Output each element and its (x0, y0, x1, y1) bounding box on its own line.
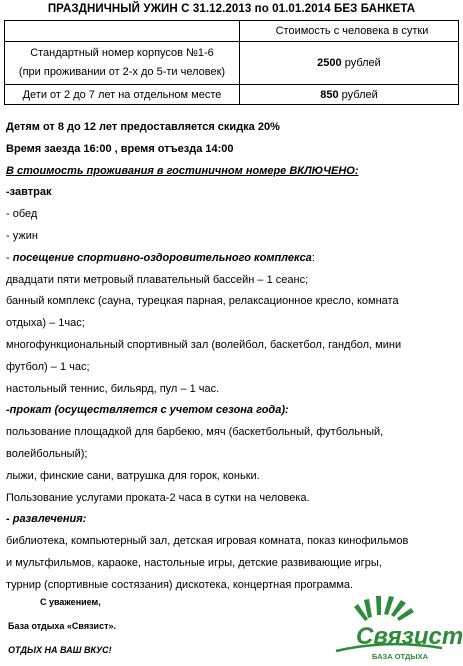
sport-colon: : (311, 251, 315, 264)
room-type-line: Стандартный номер корпусов №1-6 (30, 47, 214, 59)
sport-heading-line (6, 248, 458, 270)
rental-line: Пользование услугами проката-2 часа в сутки на человека. (6, 491, 310, 504)
table-row (5, 42, 459, 85)
sport-heading: посещение спортивно-оздоровительного комплекса (12, 251, 312, 264)
rental-line: лыжи, финские сани, ватрушка для горок, коньки. (6, 469, 260, 482)
organization-line: База отдыха «Связист». (8, 621, 117, 631)
sport-line: банный комплекс (сауна, турецкая парная, релаксационное кресло, комната (6, 295, 399, 308)
room-type-line: (при проживании от 2-х до 5-ти человек) (18, 66, 226, 78)
discount-line: Детям от 8 до 12 лет предоставляется скидка 20% (6, 121, 280, 133)
document-body (6, 117, 458, 597)
breakfast-item: -завтрак (6, 186, 52, 199)
table-header-empty-cell (5, 21, 240, 42)
entertainment-line: и мультфильмов, караоке, настольные игры, детские развивающие игры, (6, 556, 382, 569)
entertainment-line: турнир (спортивные состязания) дискотека, концертная программа. (6, 578, 354, 591)
entertainment-line: библиотека, компьютерный зал, детская игровая комната, показ кинофильмов (6, 535, 409, 548)
rental-heading: -прокат (осуществляется с учетом сезона года): (6, 404, 289, 417)
dinner-item: - ужин (6, 229, 38, 242)
rental-line: волейбольный); (6, 447, 88, 460)
svyazist-logo (326, 590, 463, 662)
price-value: 2500 (317, 56, 342, 69)
table-header-cell: Стоимость с человека в сутки (240, 21, 459, 42)
sport-line: двадцати пяти метровый плавательный бассейн – 1 сеанс; (6, 273, 309, 286)
lunch-item: - обед (6, 208, 38, 221)
entertainment-heading: - развлечения: (6, 513, 87, 526)
price-cell (240, 85, 459, 105)
page-title: ПРАЗДНИЧНЫЙ УЖИН С 31.12.2013 по 01.01.2014 БЕЗ БАНКЕТА (47, 3, 416, 15)
price-unit: рублей (338, 88, 378, 101)
sport-line: настольный теннис, бильярд, пул – 1 час. (6, 382, 220, 395)
price-table (4, 20, 459, 105)
sport-prefix: - (6, 251, 13, 264)
price-unit: рублей (341, 56, 381, 69)
slogan-line: ОТДЫХ НА ВАШ ВКУС! (8, 645, 112, 655)
room-type-cell: Дети от 2 до 7 лет на отдельном месте (5, 85, 240, 105)
sport-line: отдыха) – 1час; (6, 317, 85, 330)
price-value: 850 (320, 88, 339, 101)
sport-line: многофункциональный спортивный зал (волейбол, баскетбол, гандбол, мини (6, 338, 402, 351)
checkin-times-line: Время заезда 16:00 , время отъезда 14:00 (6, 142, 234, 155)
logo-subtitle: БАЗА ОТДЫХА (372, 652, 429, 661)
room-type-cell (5, 42, 240, 85)
logo-wordmark: Связист (356, 623, 463, 650)
price-cell (240, 42, 459, 85)
table-row (5, 85, 459, 105)
rental-line: пользование площадкой для барбекю, мяч (баскетбольный, футбольный, (6, 426, 384, 439)
table-header-row (5, 21, 459, 42)
sport-line: футбол) – 1 час; (6, 360, 90, 373)
regards-line: С уважением, (40, 597, 101, 607)
sun-rays-icon (354, 596, 414, 621)
included-heading: В стоимость проживания в гостиничном номере ВКЛЮЧЕНО: (6, 164, 359, 177)
